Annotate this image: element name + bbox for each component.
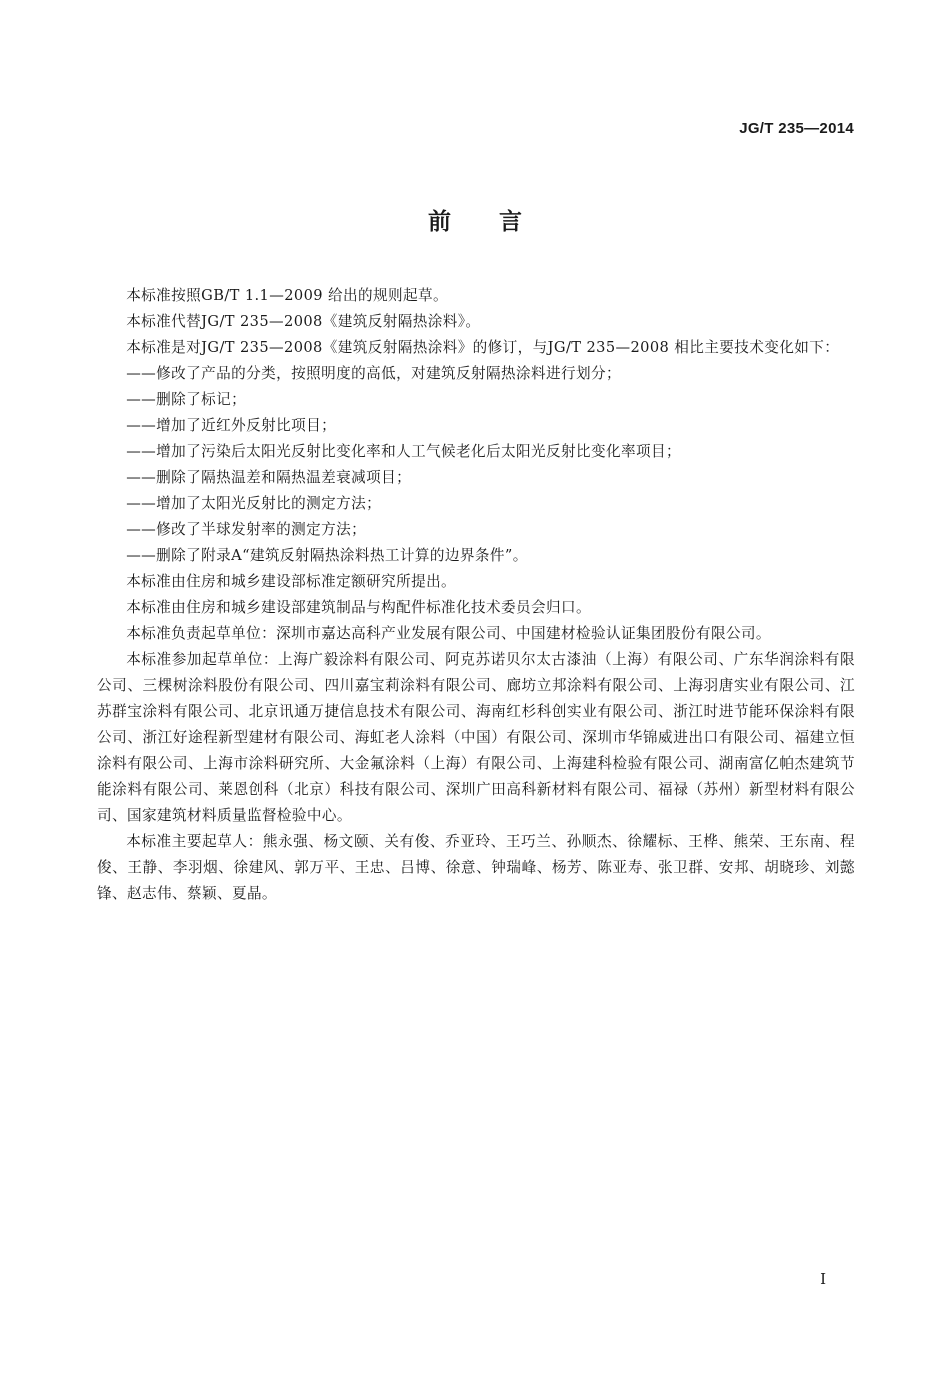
page-number: I [820,1270,826,1288]
paragraph: 本标准由住房和城乡建设部建筑制品与构配件标准化技术委员会归口。 [126,599,591,616]
paragraph: 本标准按照GB/T 1.1—2009 给出的规则起草。 [126,287,448,304]
paragraph: 本标准负责起草单位：深圳市嘉达高科产业发展有限公司、中国建材检验认证集团股份有限公司。 [126,625,771,642]
paragraph: 本标准代替JG/T 235—2008《建筑反射隔热涂料》。 [126,313,481,330]
change-item: ——修改了半球发射率的测定方法； [126,521,367,538]
document-body [97,283,855,907]
paragraph: 本标准由住房和城乡建设部标准定额研究所提出。 [126,573,457,590]
paragraph: 本标准参加起草单位：上海广毅涂料有限公司、阿克苏诺贝尔太古漆油（上海）有限公司、广东华润涂料有限公司、三棵树涂料股份有限公司、四川嘉宝莉涂料有限公司、廊坊立邦涂料有限公司、上海羽唐实业有限公司、江苏群宝涂料有限公司、北京讯通万捷信息技术有限公司、海南红杉科创实业有限公司、浙江时进节能环保涂料有限公司、浙江好途程新型建材有限公司、海虹老人涂料（中国）有限公司、深圳市华锦威进出口有限公司、福建立恒涂料有限公司、上海市涂料研究所、大金氟涂料（上海）有限公司、上海建科检验有限公司、湖南富亿帕杰建筑节能涂料有限公司、莱恩创科（北京）科技有限公司、深圳广田高科新材料有限公司、福禄（苏州）新型材料有限公司、国家建筑材料质量监督检验中心。 [97,651,855,824]
page-title: 前言 [428,209,570,235]
change-item: ——修改了产品的分类，按照明度的高低，对建筑反射隔热涂料进行划分； [126,365,621,382]
standard-code: JG/T 235—2014 [739,120,854,137]
change-item: ——增加了污染后太阳光反射比变化率和人工气候老化后太阳光反射比变化率项目； [126,443,681,460]
change-item: ——增加了太阳光反射比的测定方法； [126,495,382,512]
change-item: ——删除了附录A“建筑反射隔热涂料热工计算的边界条件”。 [126,547,528,564]
paragraph: 本标准是对JG/T 235—2008《建筑反射隔热涂料》的修订，与JG/T 235—2008 相比主要技术变化如下： [126,339,840,356]
paragraph: 本标准主要起草人：熊永强、杨文颐、关有俊、乔亚玲、王巧兰、孙顺杰、徐耀标、王桦、熊荣、王东南、程俊、王静、李羽烟、徐建风、郭万平、王忠、吕博、徐意、钟瑞峰、杨芳、陈亚寿、张卫群、安邦、胡晓珍、刘懿锋、赵志伟、蔡颖、夏晶。 [97,833,855,902]
change-item: ——增加了近红外反射比项目； [126,417,337,434]
change-item: ——删除了标记； [126,391,247,408]
change-item: ——删除了隔热温差和隔热温差衰减项目； [126,469,412,486]
